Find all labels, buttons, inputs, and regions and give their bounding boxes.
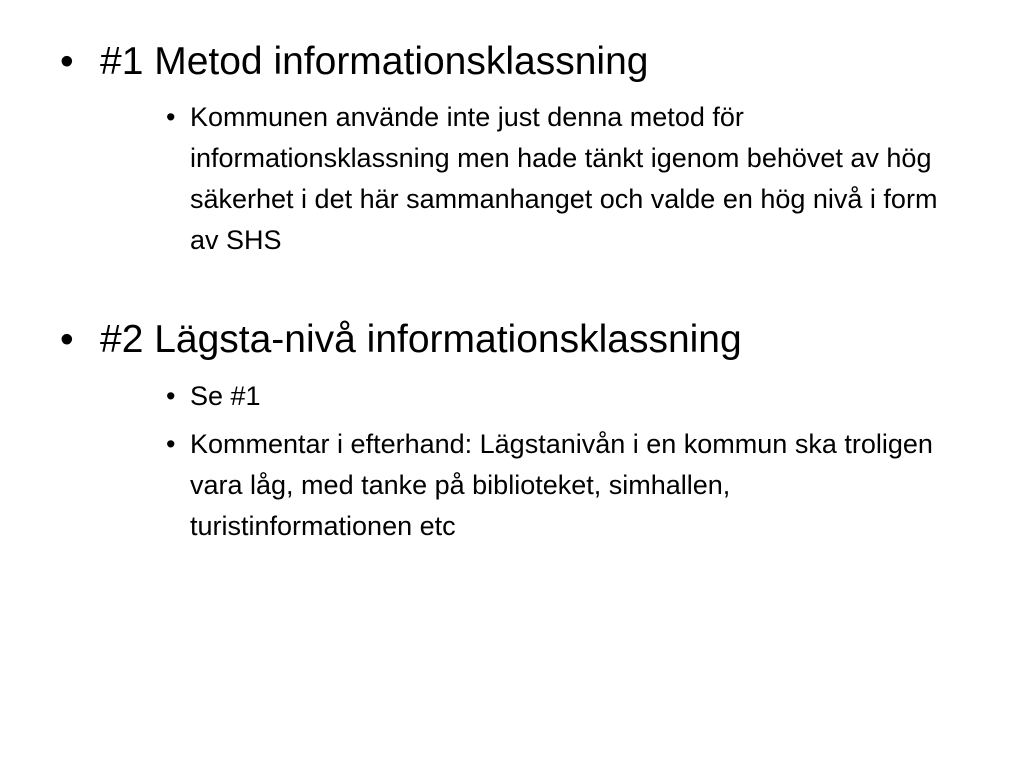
bullet-item-2 (60, 318, 980, 362)
bullet-item-1 (60, 40, 980, 84)
sub-bullet-item-2-2-text: Kommentar i efterhand: Lägstanivån i en kommun ska troligen vara låg, med tanke på biblioteket, simhallen, turistinformationen etc (190, 429, 933, 541)
sub-bullet-icon: • (166, 429, 176, 459)
sub-bullet-item-1-1-text: Kommunen använde inte just denna metod för informationsklassning men hade tänkt igenom behövet av hög säkerhet i det här sammanhanget och valde en hög nivå i form av SHS (190, 102, 938, 255)
sub-bullet-item-2-1-text: Se #1 (190, 381, 261, 411)
bullet-item-1-text: #1 Metod informationsklassning (100, 40, 649, 83)
sub-bullet-icon: • (166, 381, 176, 411)
sub-bullet-item-2-2 (166, 424, 956, 547)
sub-bullet-icon: • (166, 102, 176, 132)
bullet-item-2-text: #2 Lägsta-nivå informationsklassning (100, 318, 742, 361)
sub-bullet-item-1-1 (166, 97, 956, 261)
bullet-icon: • (60, 318, 74, 361)
sub-bullet-item-2-1 (166, 376, 956, 417)
bullet-icon: • (60, 40, 74, 83)
